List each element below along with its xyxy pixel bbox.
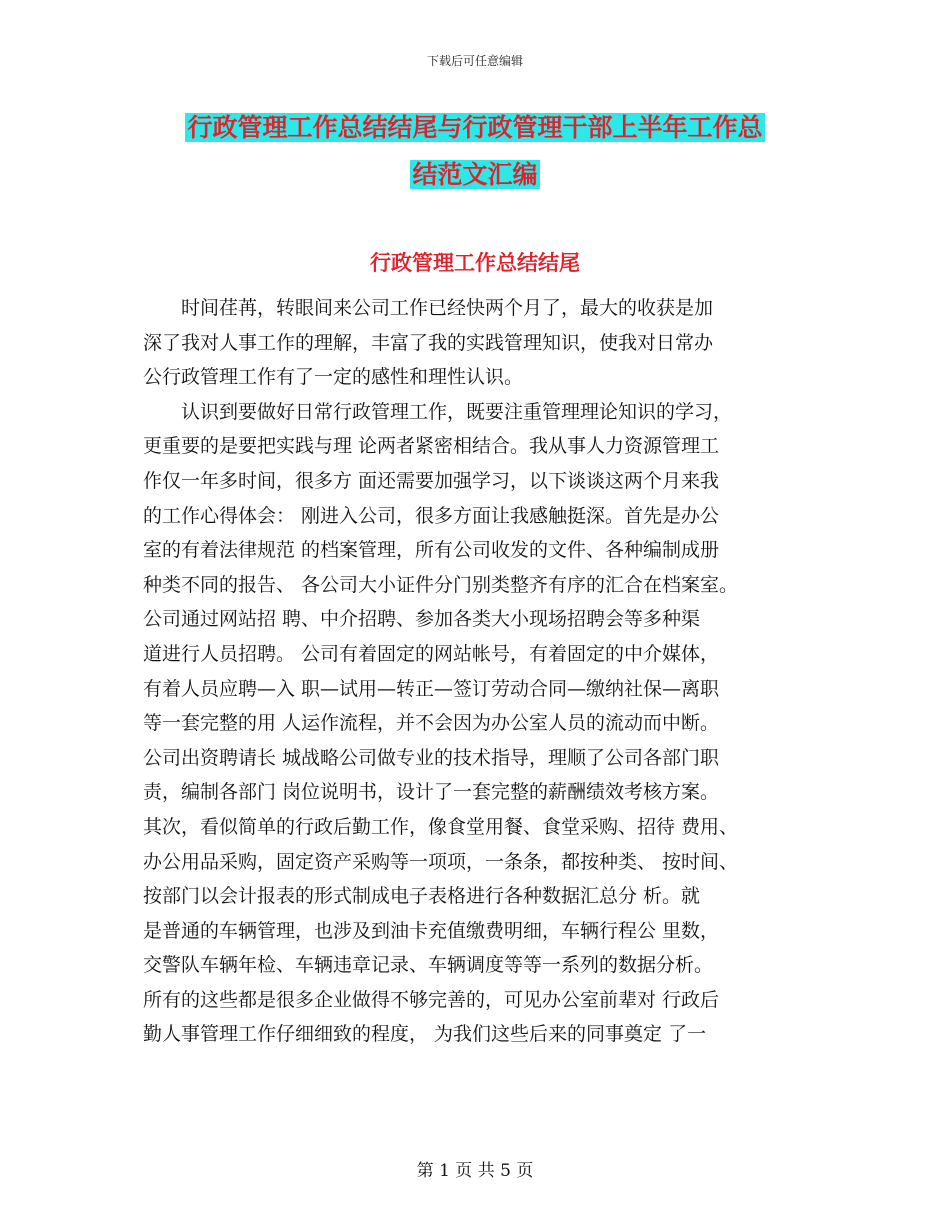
body-line: 室的有着法律规范 的档案管理，所有公司收发的文件、各种编制成册 bbox=[143, 539, 720, 562]
body-line: 公司出资聘请长 城战略公司做专业的技术指导，理顺了公司各部门职 bbox=[143, 746, 720, 769]
body-line: 更重要的是要把实践与理 论两者紧密相结合。我从事人力资源管理工 bbox=[143, 435, 720, 458]
body-line: 其次，看似简单的行政后勤工作，像食堂用餐、食堂采购、招待 费用、 bbox=[143, 815, 739, 838]
document-title-text-1: 行政管理工作总结结尾与行政管理干部上半年工作总 bbox=[187, 113, 763, 142]
body-line: 所有的这些都是很多企业做得不够完善的，可见办公室前辈对 行政后 bbox=[143, 988, 720, 1011]
body-line: 时间荏苒，转眼间来公司工作已经快两个月了，最大的收获是加 bbox=[143, 297, 714, 319]
body-line: 是普通的车辆管理，也涉及到油卡充值缴费明细，车辆行程公 里数， bbox=[143, 919, 720, 942]
page-footer: 第 1 页 共 5 页 bbox=[416, 1161, 534, 1181]
document-title-line-1 bbox=[0, 110, 950, 146]
body-line: 勤人事管理工作仔细细致的程度， 为我们这些后来的同事奠定 了一 bbox=[143, 1023, 707, 1046]
body-line: 交警队车辆年检、车辆违章记录、车辆调度等等一系列的数据分析。 bbox=[143, 954, 714, 977]
header-note: 下载后可任意编辑 bbox=[426, 54, 523, 68]
body-line: 按部门以会计报表的形式制成电子表格进行各种数据汇总分 析。就 bbox=[143, 885, 701, 908]
body-line: 道进行人员招聘。 公司有着固定的网站帐号，有着固定的中介媒体， bbox=[143, 642, 720, 665]
body-line: 有着人员应聘—入 职—试用—转正—签订劳动合同—缴纳社保—离职 bbox=[143, 677, 720, 700]
document-title-text-2: 结范文汇编 bbox=[412, 160, 538, 189]
body-line: 等一套完整的用 人运作流程，并不会因为办公室人员的流动而中断。 bbox=[143, 712, 720, 735]
body-line: 作仅一年多时间，很多方 面还需要加强学习，以下谈谈这两个月来我 bbox=[143, 469, 720, 492]
body-line: 认识到要做好日常行政管理工作，既要注重管理理论知识的学习， bbox=[143, 400, 733, 423]
section-title: 行政管理工作总结结尾 bbox=[370, 250, 580, 275]
body-text bbox=[143, 291, 833, 1052]
body-line: 公行政管理工作有了一定的感性和理性认识。 bbox=[143, 366, 524, 389]
body-line: 的工作心得体会： 刚进入公司，很多方面让我感触挺深。首先是办公 bbox=[143, 504, 720, 527]
body-line: 办公用品采购，固定资产采购等一项项，一条条，都按种类、 按时间、 bbox=[143, 850, 739, 873]
document-title-line-2 bbox=[0, 157, 950, 193]
body-line: 公司通过网站招 聘、中介招聘、参加各类大小现场招聘会等多种渠 bbox=[143, 608, 701, 631]
body-line: 种类不同的报告、 各公司大小证件分门别类整齐有序的汇合在档案室。 bbox=[143, 573, 739, 596]
body-line: 深了我对人事工作的理解，丰富了我的实践管理知识，使我对日常办 bbox=[143, 331, 714, 354]
body-line: 责，编制各部门 岗位说明书，设计了一套完整的薪酬绩效考核方案。 bbox=[143, 781, 720, 804]
